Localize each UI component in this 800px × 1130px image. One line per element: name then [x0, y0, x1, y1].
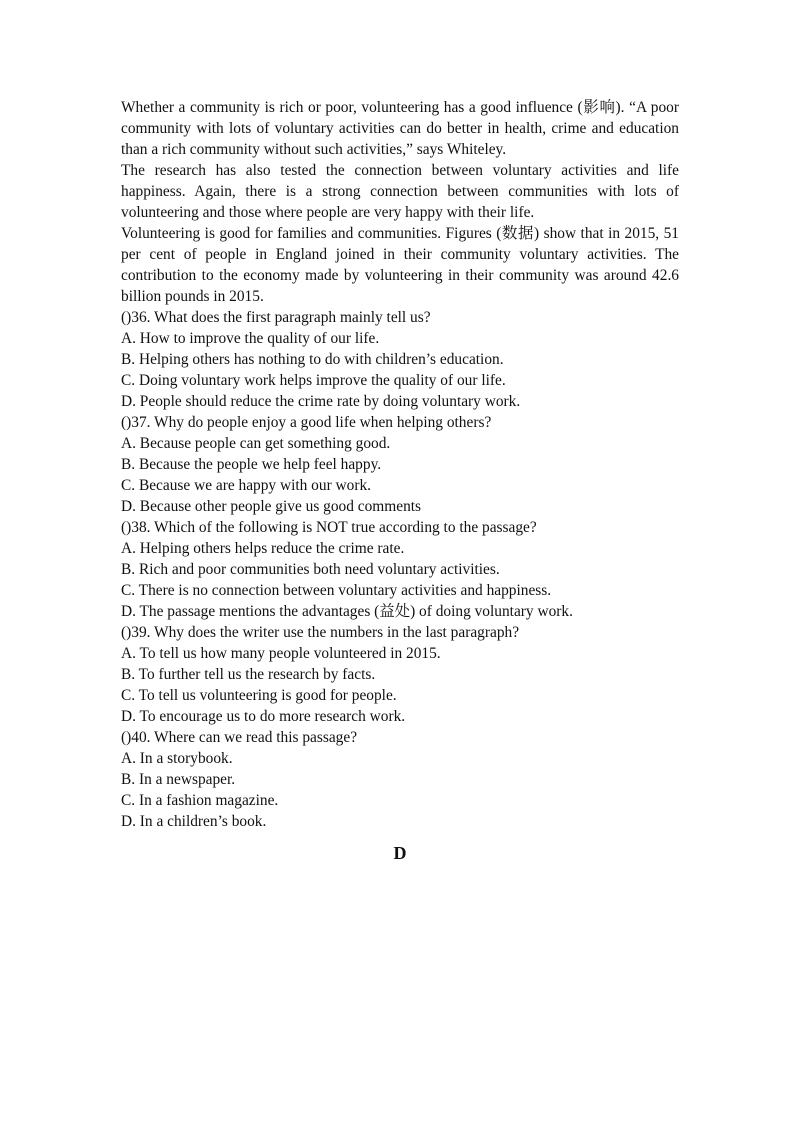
question-stem: ()37. Why do people enjoy a good life when helping others?	[121, 414, 492, 431]
option-a: A. To tell us how many people volunteered in 2015.	[121, 645, 441, 662]
option-c: C. Because we are happy with our work.	[121, 477, 372, 494]
question-40	[121, 727, 679, 832]
question-stem: ()36. What does the first paragraph mainly tell us?	[121, 309, 431, 326]
question-39	[121, 622, 679, 727]
option-c: C. To tell us volunteering is good for people.	[121, 687, 397, 704]
document-body	[121, 97, 679, 832]
option-c: C. Doing voluntary work helps improve the quality of our life.	[121, 372, 506, 389]
option-b: B. Because the people we help feel happy.	[121, 456, 382, 473]
option-a: A. Because people can get something good.	[121, 435, 391, 452]
option-c: C. In a fashion magazine.	[121, 792, 279, 809]
option-d: D. In a children’s book.	[121, 813, 267, 830]
option-c: C. There is no connection between voluntary activities and happiness.	[121, 582, 552, 599]
option-a: A. Helping others helps reduce the crime rate.	[121, 540, 405, 557]
question-stem: ()40. Where can we read this passage?	[121, 729, 358, 746]
option-b: B. In a newspaper.	[121, 771, 236, 788]
question-36	[121, 307, 679, 412]
passage-paragraph-3: Volunteering is good for families and communities. Figures (数据) show that in 2015, 51 per cent of people in England joined in their community voluntary activities. The contribution to the economy made by volunteering in their community was around 42.6 billion pounds in 2015.	[121, 225, 679, 305]
option-b: B. To further tell us the research by facts.	[121, 666, 376, 683]
option-b: B. Helping others has nothing to do with children’s education.	[121, 351, 504, 368]
option-d: D. The passage mentions the advantages (益处) of doing voluntary work.	[121, 603, 573, 620]
section-heading: D	[393, 843, 407, 863]
option-a: A. In a storybook.	[121, 750, 233, 767]
question-38	[121, 517, 679, 622]
passage-paragraph-2: The research has also tested the connection between voluntary activities and life happiness. Again, there is a strong connection between communities with lots of volunteering and those where people are very happy with their life.	[121, 162, 679, 221]
passage-paragraph-1: Whether a community is rich or poor, volunteering has a good influence (影响). “A poor community with lots of voluntary activities can do better in health, crime and education than a rich community without such activities,” says Whiteley.	[121, 99, 679, 158]
question-stem: ()39. Why does the writer use the numbers in the last paragraph?	[121, 624, 520, 641]
question-stem: ()38. Which of the following is NOT true according to the passage?	[121, 519, 537, 536]
option-b: B. Rich and poor communities both need voluntary activities.	[121, 561, 500, 578]
option-a: A. How to improve the quality of our life.	[121, 330, 380, 347]
option-d: D. People should reduce the crime rate by doing voluntary work.	[121, 393, 521, 410]
option-d: D. To encourage us to do more research work.	[121, 708, 406, 725]
question-37	[121, 412, 679, 517]
option-d: D. Because other people give us good comments	[121, 498, 422, 515]
